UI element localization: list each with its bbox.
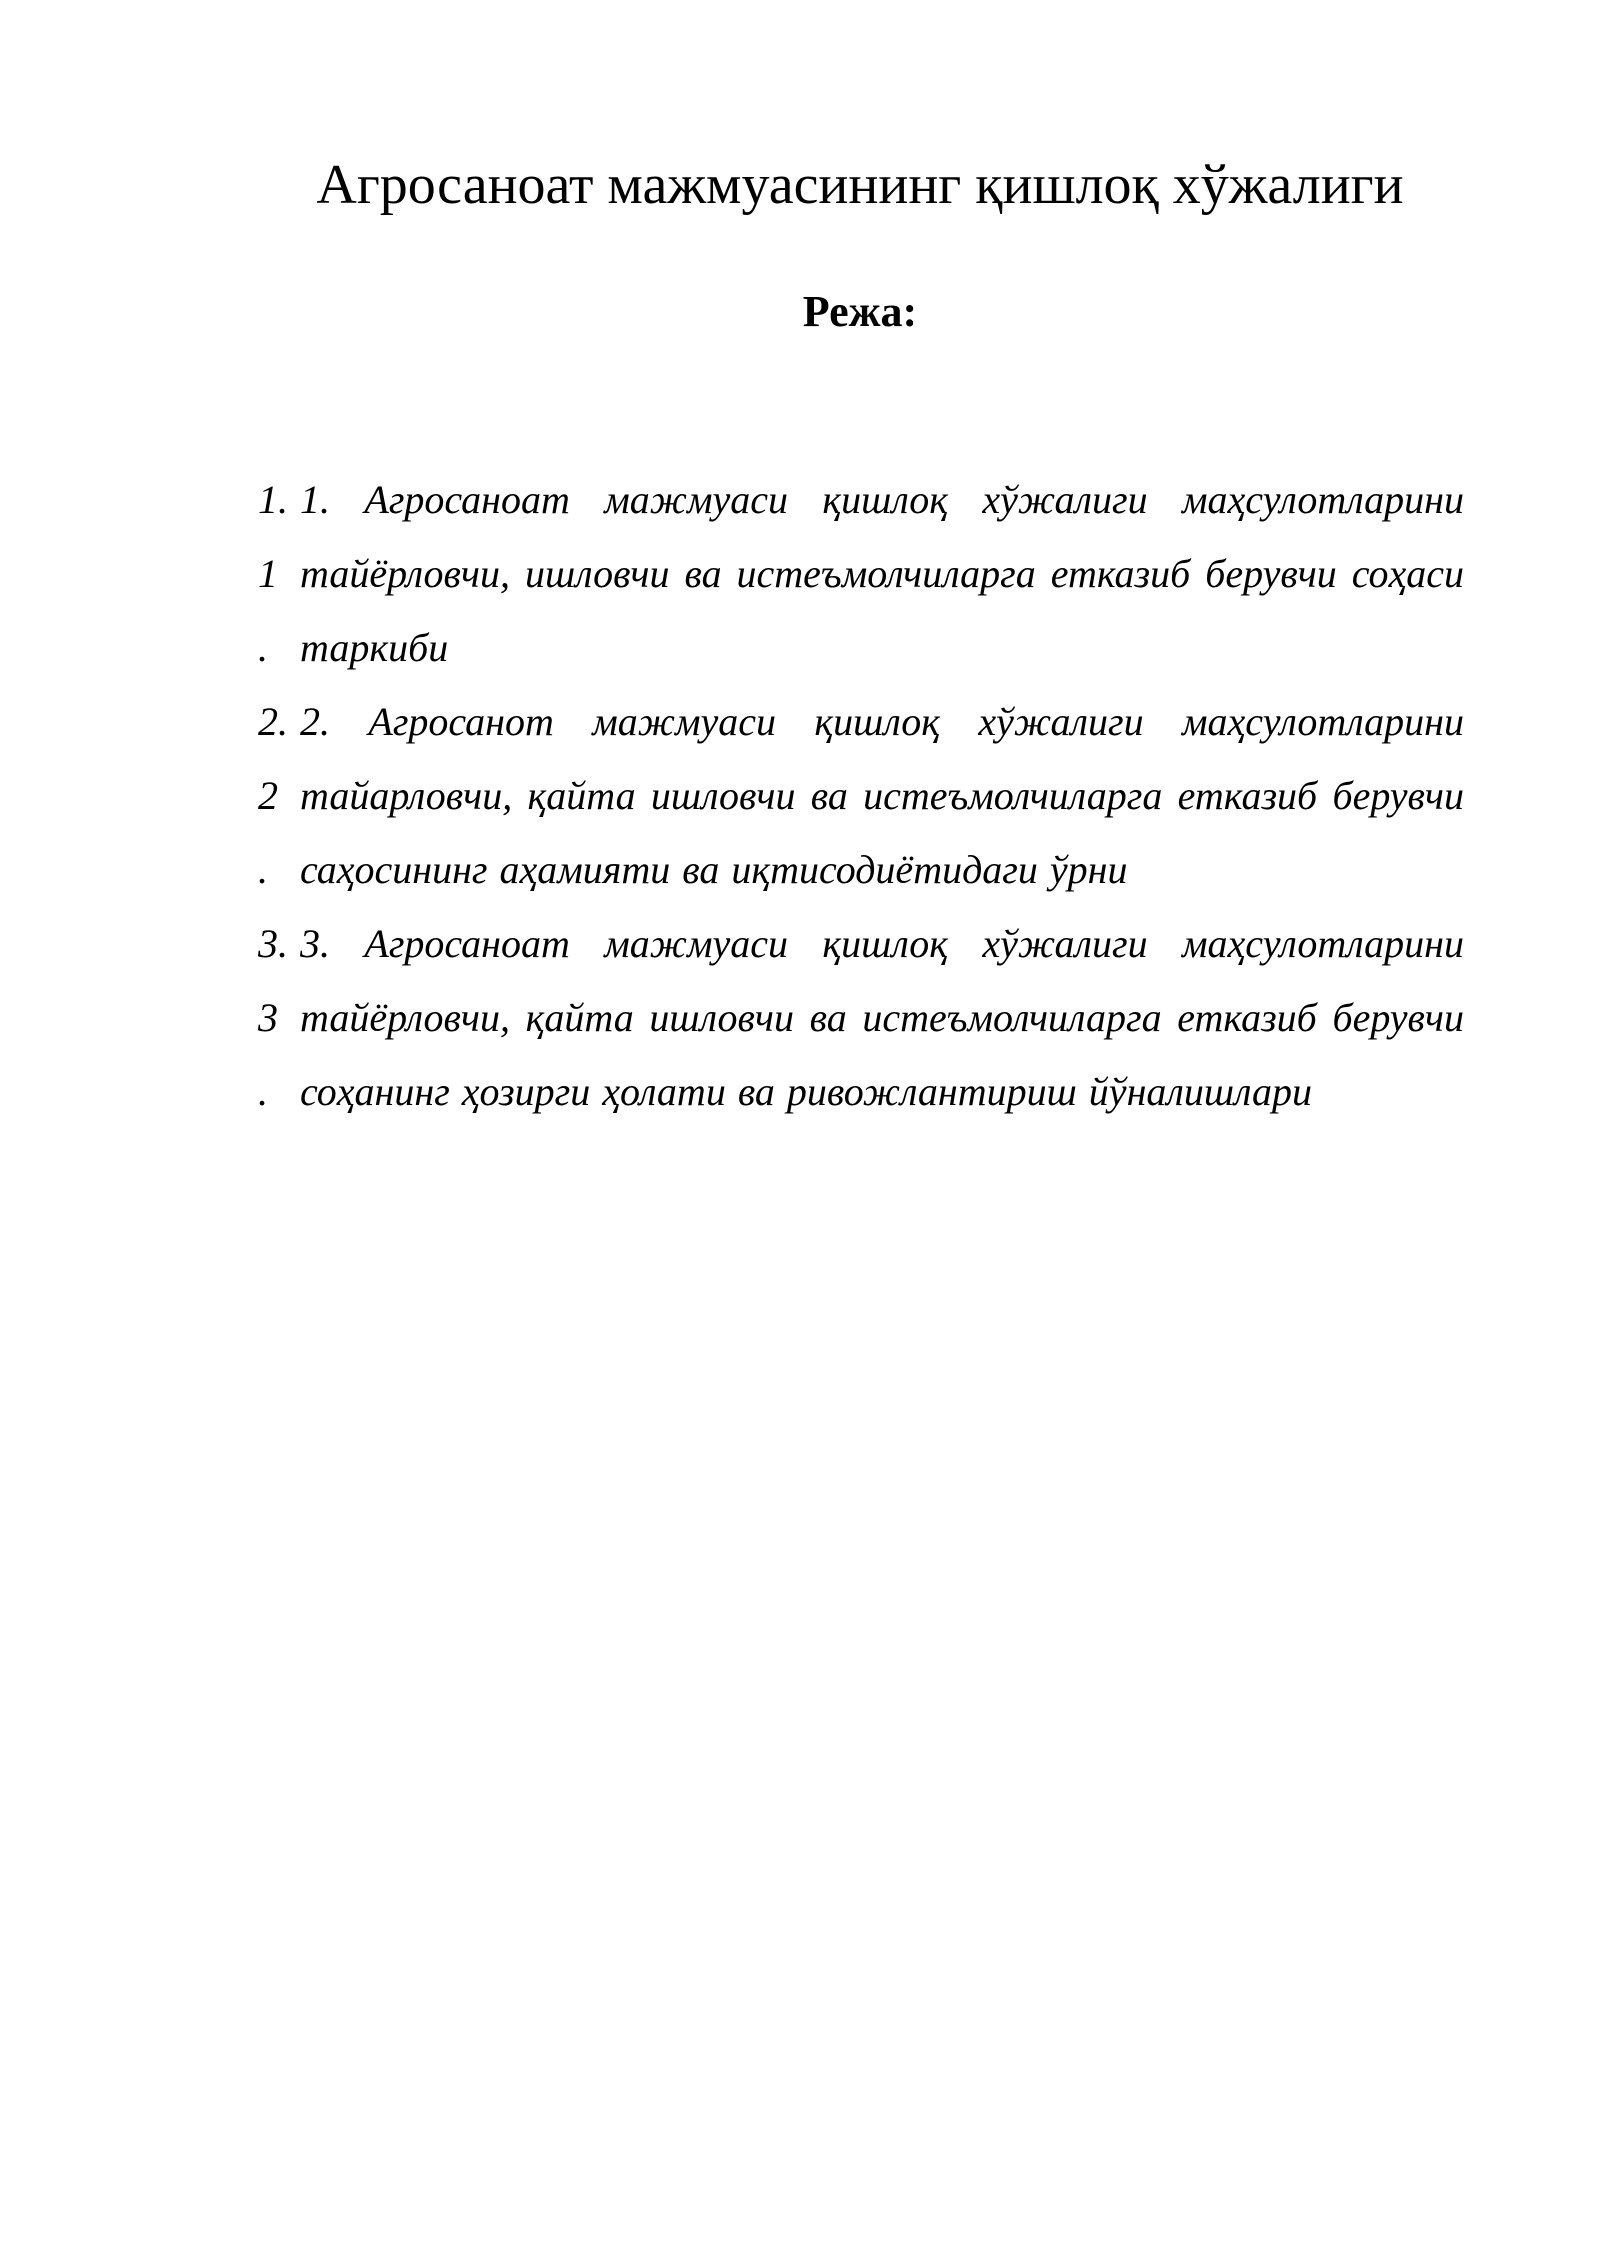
- plan-item-text: 1. Агросаноат мажмуаси қишлоқ хўжалиги маҳсулотларини тайёрловчи, ишловчи ва истеъмолчиларга етказиб берувчи соҳаси таркиби: [300, 477, 1464, 670]
- list-number: 3: [258, 995, 278, 1040]
- list-marker: [258, 463, 298, 685]
- plan-item-1: [258, 463, 1464, 685]
- list-dot: .: [258, 847, 268, 892]
- list-marker: [258, 907, 298, 1129]
- list-number: 1.: [258, 477, 288, 522]
- list-dot: .: [258, 1069, 268, 1114]
- plan-item-text: 2. Агросанот мажмуаси қишлоқ хўжалиги маҳсулотларини тайарловчи, қайта ишловчи ва истеъмолчиларга етказиб берувчи саҳосининг аҳамияти ва иқтисодиётидаги ўрни: [300, 699, 1464, 892]
- list-dot: .: [258, 625, 268, 670]
- plan-item-3: [258, 907, 1464, 1207]
- plan-item-2: [258, 685, 1464, 907]
- plan-item-text: 3. Агросаноат мажмуаси қишлоқ хўжалиги маҳсулотларини тайёрловчи, қайта ишловчи ва истеъмолчиларга етказиб берувчи соҳанинг ҳозирги ҳолати ва ривожлантириш йўналишлари: [300, 921, 1464, 1114]
- list-marker: [258, 685, 298, 907]
- document-title: Агросаноат мажмуасининг қишлоқ хўжалиги: [316, 154, 1404, 216]
- plan-list: [258, 463, 1464, 1207]
- list-number: 2: [258, 773, 278, 818]
- plan-heading: Режа:: [802, 287, 918, 336]
- list-number: 2.: [258, 699, 288, 744]
- list-number: 3.: [258, 921, 288, 966]
- list-number: 1: [258, 551, 278, 596]
